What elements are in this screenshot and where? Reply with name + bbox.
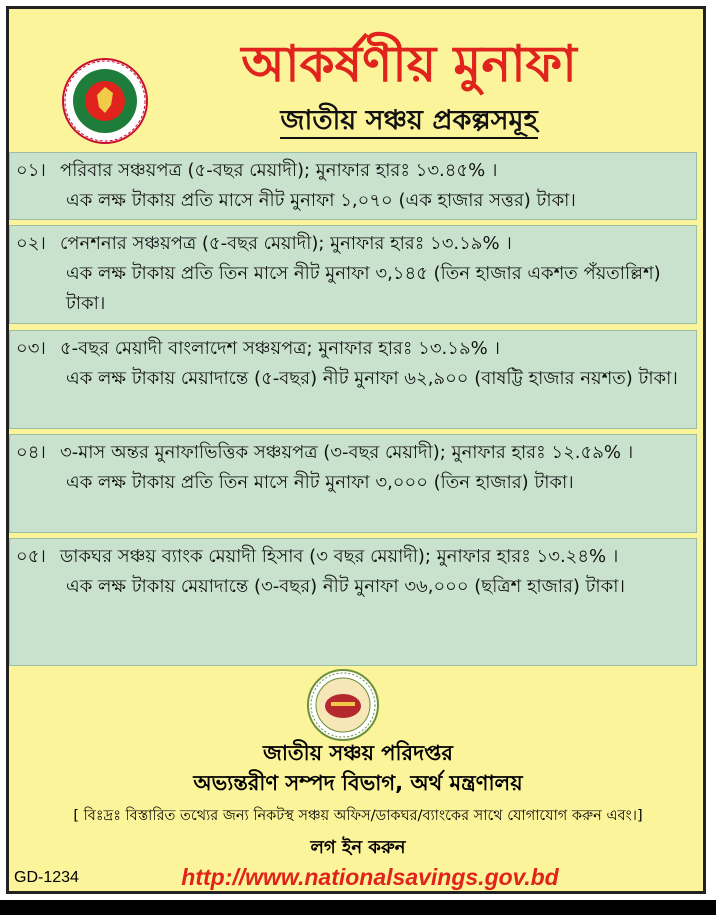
savings-directorate-seal-icon: [306, 668, 380, 742]
scheme-profit: এক লক্ষ টাকায় প্রতি মাসে নীট মুনাফা ১,০৭০ (এক হাজার সত্তর) টাকা।: [66, 190, 576, 211]
ministry-name: অভ্যন্তরীণ সম্পদ বিভাগ, অর্থ মন্ত্রণালয়: [193, 771, 523, 795]
scheme-rate: ডাকঘর সঞ্চয় ব্যাংক মেয়াদী হিসাব (৩ বছর মেয়াদী); মুনাফার হারঃ ১৩.২৪% ।: [60, 546, 619, 567]
header: [9, 9, 703, 159]
scheme-number: ০২।: [16, 233, 46, 254]
website-link[interactable]: http://www.nationalsavings.gov.bd: [181, 864, 559, 890]
scheme-rate: ৫-বছর মেয়াদী বাংলাদেশ সঞ্চয়পত্র; মুনাফার হারঃ ১৩.১৯% ।: [60, 338, 500, 359]
scheme-rate: পরিবার সঞ্চয়পত্র (৫-বছর মেয়াদী); মুনাফার হারঃ ১৩.৪৫% ।: [60, 160, 498, 181]
scheme-item-4: [9, 434, 697, 533]
scheme-rate: ৩-মাস অন্তর মুনাফাভিত্তিক সঞ্চয়পত্র (৩-বছর মেয়াদী); মুনাফার হারঃ ১২.৫৯% ।: [60, 442, 634, 463]
government-seal-icon: [61, 57, 149, 145]
scheme-rate: পেনশনার সঞ্চয়পত্র (৫-বছর মেয়াদী); মুনাফার হারঃ ১৩.১৯% ।: [60, 233, 512, 254]
scheme-number: ০৪।: [16, 442, 46, 463]
note: [ বিঃদ্রঃ বিস্তারিত তথ্যের জন্য নিকটস্থ সঞ্চয় অফিস/ডাকঘর/ব্যাংকের সাথে যোগাযোগ করুন এবং।]: [73, 808, 643, 824]
scheme-profit: এক লক্ষ টাকায় মেয়াদান্তে (৫-বছর) নীট মুনাফা ৬২,৯০০ (বাষট্টি হাজার নয়শত) টাকা।: [66, 368, 678, 389]
scheme-number: ০৩।: [16, 338, 46, 359]
headline: আকর্ষণীয় মুনাফা: [241, 35, 577, 93]
scheme-item-2: [9, 225, 697, 324]
scheme-profit: এক লক্ষ টাকায় প্রতি তিন মাসে নীট মুনাফা ৩,১৪৫ (তিন হাজার একশত পঁয়তাল্লিশ) টাকা।: [66, 263, 661, 314]
ad-code: GD-1234: [14, 869, 79, 886]
scheme-item-1: [9, 152, 697, 220]
scheme-item-3: [9, 330, 697, 429]
scheme-profit: এক লক্ষ টাকায় প্রতি তিন মাসে নীট মুনাফা ৩,০০০ (তিন হাজার) টাকা।: [66, 472, 574, 493]
scheme-number: ০১।: [16, 160, 46, 181]
subheadline: [149, 101, 669, 141]
scheme-number: ০৫।: [16, 546, 46, 567]
login-link[interactable]: লগ ইন করুন: [310, 837, 406, 858]
organization-name: জাতীয় সঞ্চয় পরিদপ্তর: [263, 741, 453, 765]
scheme-item-5: [9, 538, 697, 666]
scheme-profit: এক লক্ষ টাকায় মেয়াদান্তে (৩-বছর) নীট মুনাফা ৩৬,০০০ (ছত্রিশ হাজার) টাকা।: [66, 576, 625, 597]
subheadline-text: জাতীয় সঞ্চয় প্রকল্পসমূহ: [280, 105, 537, 139]
